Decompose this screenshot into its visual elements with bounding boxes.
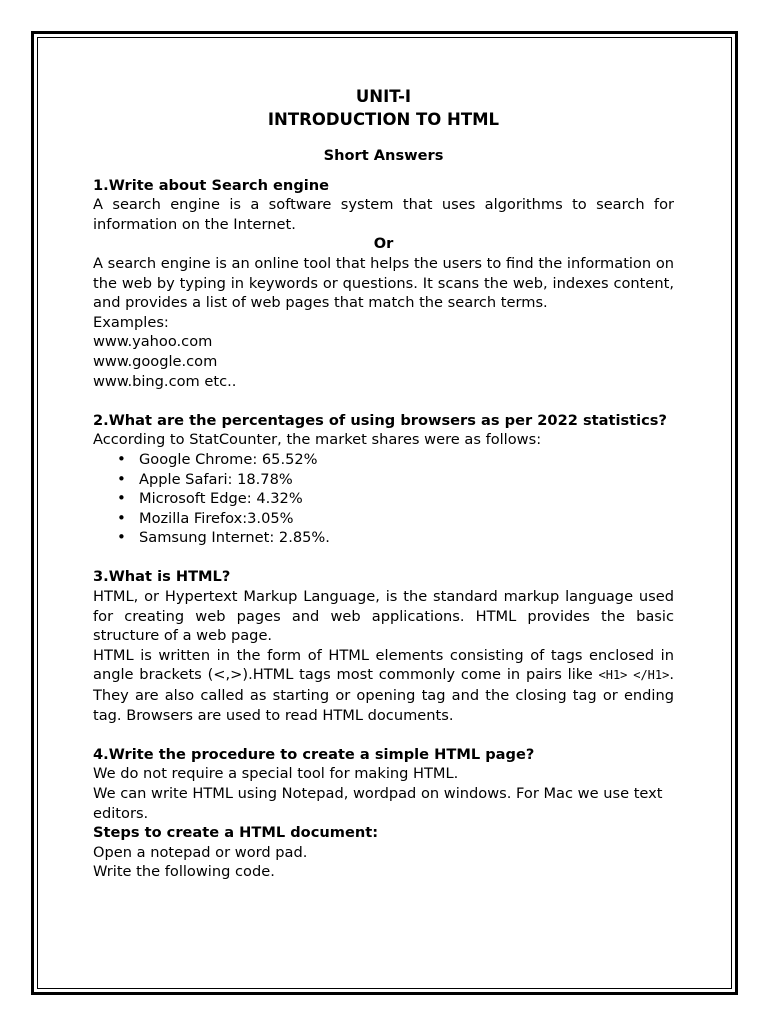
document-body [93,85,674,882]
answer-4-line-2: We can write HTML using Notepad, wordpad on windows. For Mac we use text editors. [93,785,663,822]
list-item: • Google Chrome: 65.52% [139,450,674,470]
section-heading: Short Answers [323,147,444,164]
list-item: • Apple Safari: 18.78% [139,470,674,490]
question-4: 4.Write the procedure to create a simple HTML page? [93,745,535,763]
h1-close-tag: </H1> [633,668,670,683]
question-3: 3.What is HTML? [93,568,231,586]
h1-open-tag: <H1> [598,668,628,683]
list-item: • Mozilla Firefox:3.05% [139,509,674,529]
answer-3-para-2-end: . They are also called as starting or opening tag and the closing tag or ending tag. Browsers are used to read HTML documents. [93,666,674,724]
question-1: 1.Write about Search engine [93,176,330,194]
example-item: www.google.com [93,352,218,370]
answer-1-alt-text: A search engine is an online tool that helps the users to find the information on the web by typing in keywords or questions. It scans the web, indexes content, and provides a list of web pages that match the search terms. [93,254,674,312]
answer-1-text: A search engine is a software system that uses algorithms to search for information on the Internet. [93,196,674,233]
browser-list [93,450,674,548]
list-item: • Microsoft Edge: 4.32% [139,489,674,509]
or-separator: Or [373,235,394,253]
unit-heading: UNIT-I [355,87,412,106]
page-title: INTRODUCTION TO HTML [267,110,500,129]
answer-3-para-2-start: HTML is written in the form of HTML elements consisting of tags enclosed in angle brackets (<,>).HTML tags most commonly come in pairs like [93,646,674,684]
answer-3-para-2 [93,646,674,725]
examples-label: Examples: [93,313,169,331]
example-item: www.yahoo.com [93,333,213,351]
steps-heading: Steps to create a HTML document: [93,824,379,842]
answer-4-line-1: We do not require a special tool for making HTML. [93,765,459,783]
question-2: 2.What are the percentages of using browsers as per 2022 statistics? [93,411,667,429]
list-item: • Samsung Internet: 2.85%. [139,528,674,548]
question-2-intro: According to StatCounter, the market shares were as follows: [93,431,542,449]
answer-3-para-1: HTML, or Hypertext Markup Language, is the standard markup language used for creating web pages and web applications. HTML provides the basic structure of a web page. [93,588,674,645]
step-1: Open a notepad or word pad. [93,843,308,861]
example-item: www.bing.com etc.. [93,372,237,390]
step-2: Write the following code. [93,863,275,881]
